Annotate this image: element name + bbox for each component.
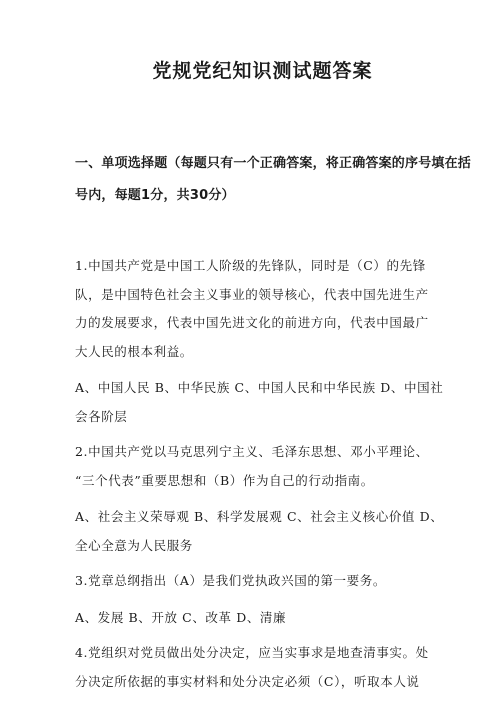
question-1 (75, 252, 440, 366)
question-stem-line: 1.中国共产党是中国工人阶级的先锋队，同时是（C）的先锋 (75, 258, 426, 273)
question-stem-line: 力的发展要求，代表中国先进文化的前进方向，代表中国最广 (75, 315, 429, 330)
section-heading (75, 148, 472, 212)
question-stem-line: 2.中国共产党以马克思列宁主义、毛泽东思想、邓小平理论、 (75, 444, 429, 459)
question-stem-line: 大人民的根本利益。 (75, 343, 193, 359)
question-stem-line: “三个代表”重要思想和（B）作为自己的行动指南。 (75, 472, 374, 488)
question-stem-line: 队，是中国特色社会主义事业的领导核心，代表中国先进生产 (75, 286, 429, 302)
option-line: A、发展 B、开放 C、改革 D、清廉 (75, 609, 287, 625)
question-stem-line: 4.党组织对党员做出处分决定，应当实事求是地查清事实。处 (75, 645, 429, 660)
question-3 (75, 567, 440, 596)
document-title: 党规党纪知识测试题答案 (152, 60, 373, 82)
question-3-options (75, 604, 440, 633)
option-line: A、社会主义荣辱观 B、科学发展观 C、社会主义核心价值 D、 (75, 509, 444, 524)
section-heading-line: 号内，每题1分，共30分） (75, 188, 235, 203)
question-stem-line: 3.党章总纲指出（A）是我们党执政兴国的第一要务。 (75, 573, 386, 588)
section-heading-line: 一、单项选择题（每题只有一个正确答案，将正确答案的序号填在括 (75, 156, 472, 171)
question-4 (75, 639, 440, 696)
question-2-options (75, 503, 444, 560)
option-line: A、中国人民 B、中华民族 C、中国人民和中华民族 D、中国社 (75, 380, 444, 395)
question-stem-line: 分决定所依据的事实材料和处分决定必须（C），听取本人说 (75, 673, 420, 689)
question-2 (75, 438, 440, 495)
question-1-options (75, 374, 444, 431)
option-line: 会各阶层 (75, 408, 128, 424)
option-line: 全心全意为人民服务 (75, 537, 193, 553)
